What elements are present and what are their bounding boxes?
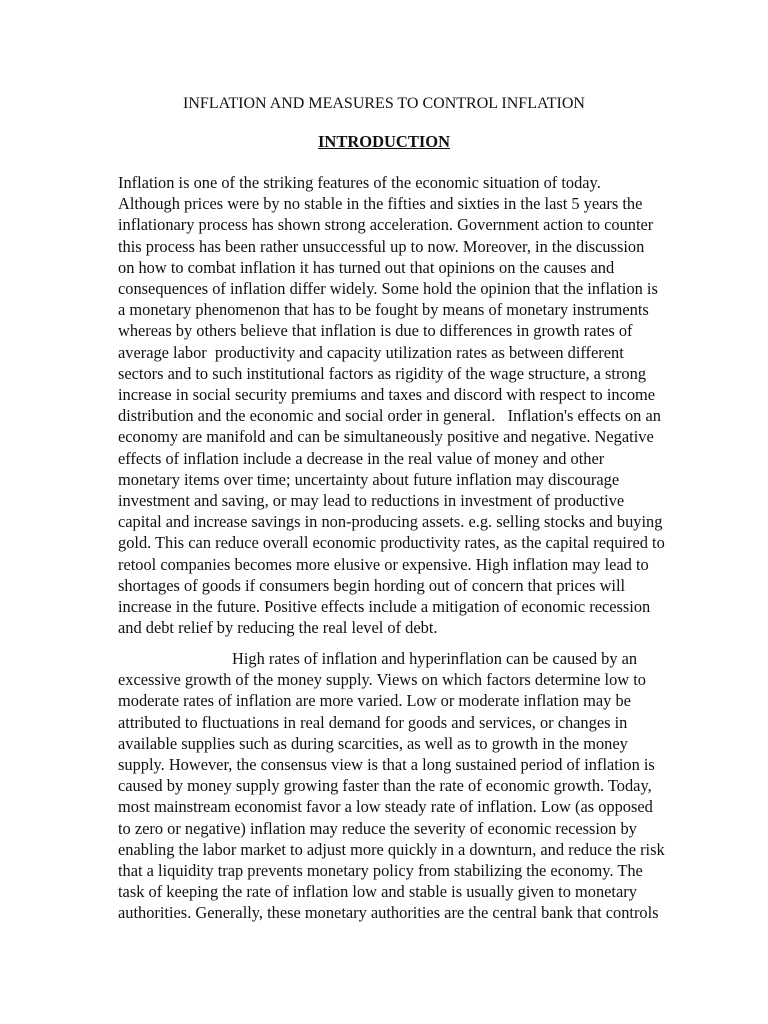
text-line: retool companies becomes more elusive or expensive. High inflation may lead to bbox=[118, 554, 649, 574]
text-line: attributed to fluctuations in real demand for goods and services, or changes in bbox=[118, 712, 628, 732]
text-line: caused by money supply growing faster than the rate of economic growth. Today, bbox=[118, 776, 652, 796]
text-line: most mainstream economist favor a low steady rate of inflation. Low (as opposed bbox=[118, 797, 653, 817]
section-heading-introduction: INTRODUCTION bbox=[317, 132, 451, 151]
text-line: monetary items over time; uncertainty about future inflation may discourage bbox=[118, 469, 620, 489]
text-line: whereas by others believe that inflation is due to differences in growth rates of bbox=[118, 321, 633, 341]
text-line: shortages of goods if consumers begin hording out of concern that prices will bbox=[118, 575, 626, 595]
text-line: gold. This can reduce overall economic productivity rates, as the capital required to bbox=[118, 533, 665, 553]
text-line: investment and saving, or may lead to reductions in investment of productive bbox=[118, 491, 625, 511]
document-title: INFLATION AND MEASURES TO CONTROL INFLATION bbox=[183, 95, 585, 112]
text-line: on how to combat inflation it has turned out that opinions on the causes and bbox=[118, 257, 615, 277]
text-line: to zero or negative) inflation may reduce the severity of economic recession by bbox=[118, 818, 637, 838]
text-line: average labor productivity and capacity utilization rates as between different bbox=[118, 342, 624, 362]
text-line: that a liquidity trap prevents monetary policy from stabilizing the economy. The bbox=[118, 861, 643, 881]
text-line: increase in social security premiums and taxes and discord with respect to income bbox=[118, 385, 656, 405]
text-line: enabling the labor market to adjust more quickly in a downturn, and reduce the risk bbox=[118, 839, 665, 859]
text-line: inflationary process has shown strong acceleration. Government action to counter bbox=[118, 215, 654, 235]
text-line: authorities. Generally, these monetary authorities are the central bank that controls bbox=[118, 903, 659, 923]
text-line: Inflation is one of the striking features of the economic situation of today. bbox=[118, 173, 601, 192]
paragraph-1 bbox=[118, 172, 718, 638]
text-line: available supplies such as during scarcities, as well as to growth in the money bbox=[118, 733, 628, 753]
text-line: this process has been rather unsuccessful up to now. Moreover, in the discussion bbox=[118, 236, 645, 256]
text-line: excessive growth of the money supply. Views on which factors determine low to bbox=[118, 670, 646, 690]
text-line: increase in the future. Positive effects include a mitigation of economic recession bbox=[118, 597, 651, 617]
text-line: supply. However, the consensus view is that a long sustained period of inflation is bbox=[118, 755, 655, 775]
text-line: effects of inflation include a decrease in the real value of money and other bbox=[118, 448, 605, 468]
text-line: a monetary phenomenon that has to be fought by means of monetary instruments bbox=[118, 300, 649, 320]
text-line: moderate rates of inflation are more varied. Low or moderate inflation may be bbox=[118, 691, 631, 711]
text-line: and debt relief by reducing the real level of debt. bbox=[118, 618, 438, 638]
text-line: task of keeping the rate of inflation low and stable is usually given to monetary bbox=[118, 882, 637, 902]
text-line: distribution and the economic and social order in general. Inflation's effects on an bbox=[118, 406, 661, 426]
text-line: sectors and to such institutional factors as rigidity of the wage structure, a strong bbox=[118, 363, 647, 383]
text-line: capital and increase savings in non-producing assets. e.g. selling stocks and buying bbox=[118, 512, 663, 532]
text-line: Although prices were by no stable in the fifties and sixties in the last 5 years the bbox=[118, 194, 643, 214]
text-line: consequences of inflation differ widely. Some hold the opinion that the inflation is bbox=[118, 279, 658, 299]
paragraph-2 bbox=[118, 648, 718, 924]
text-line: High rates of inflation and hyperinflation can be caused by an bbox=[232, 649, 638, 668]
text-line: economy are manifold and can be simultaneously positive and negative. Negative bbox=[118, 427, 654, 447]
